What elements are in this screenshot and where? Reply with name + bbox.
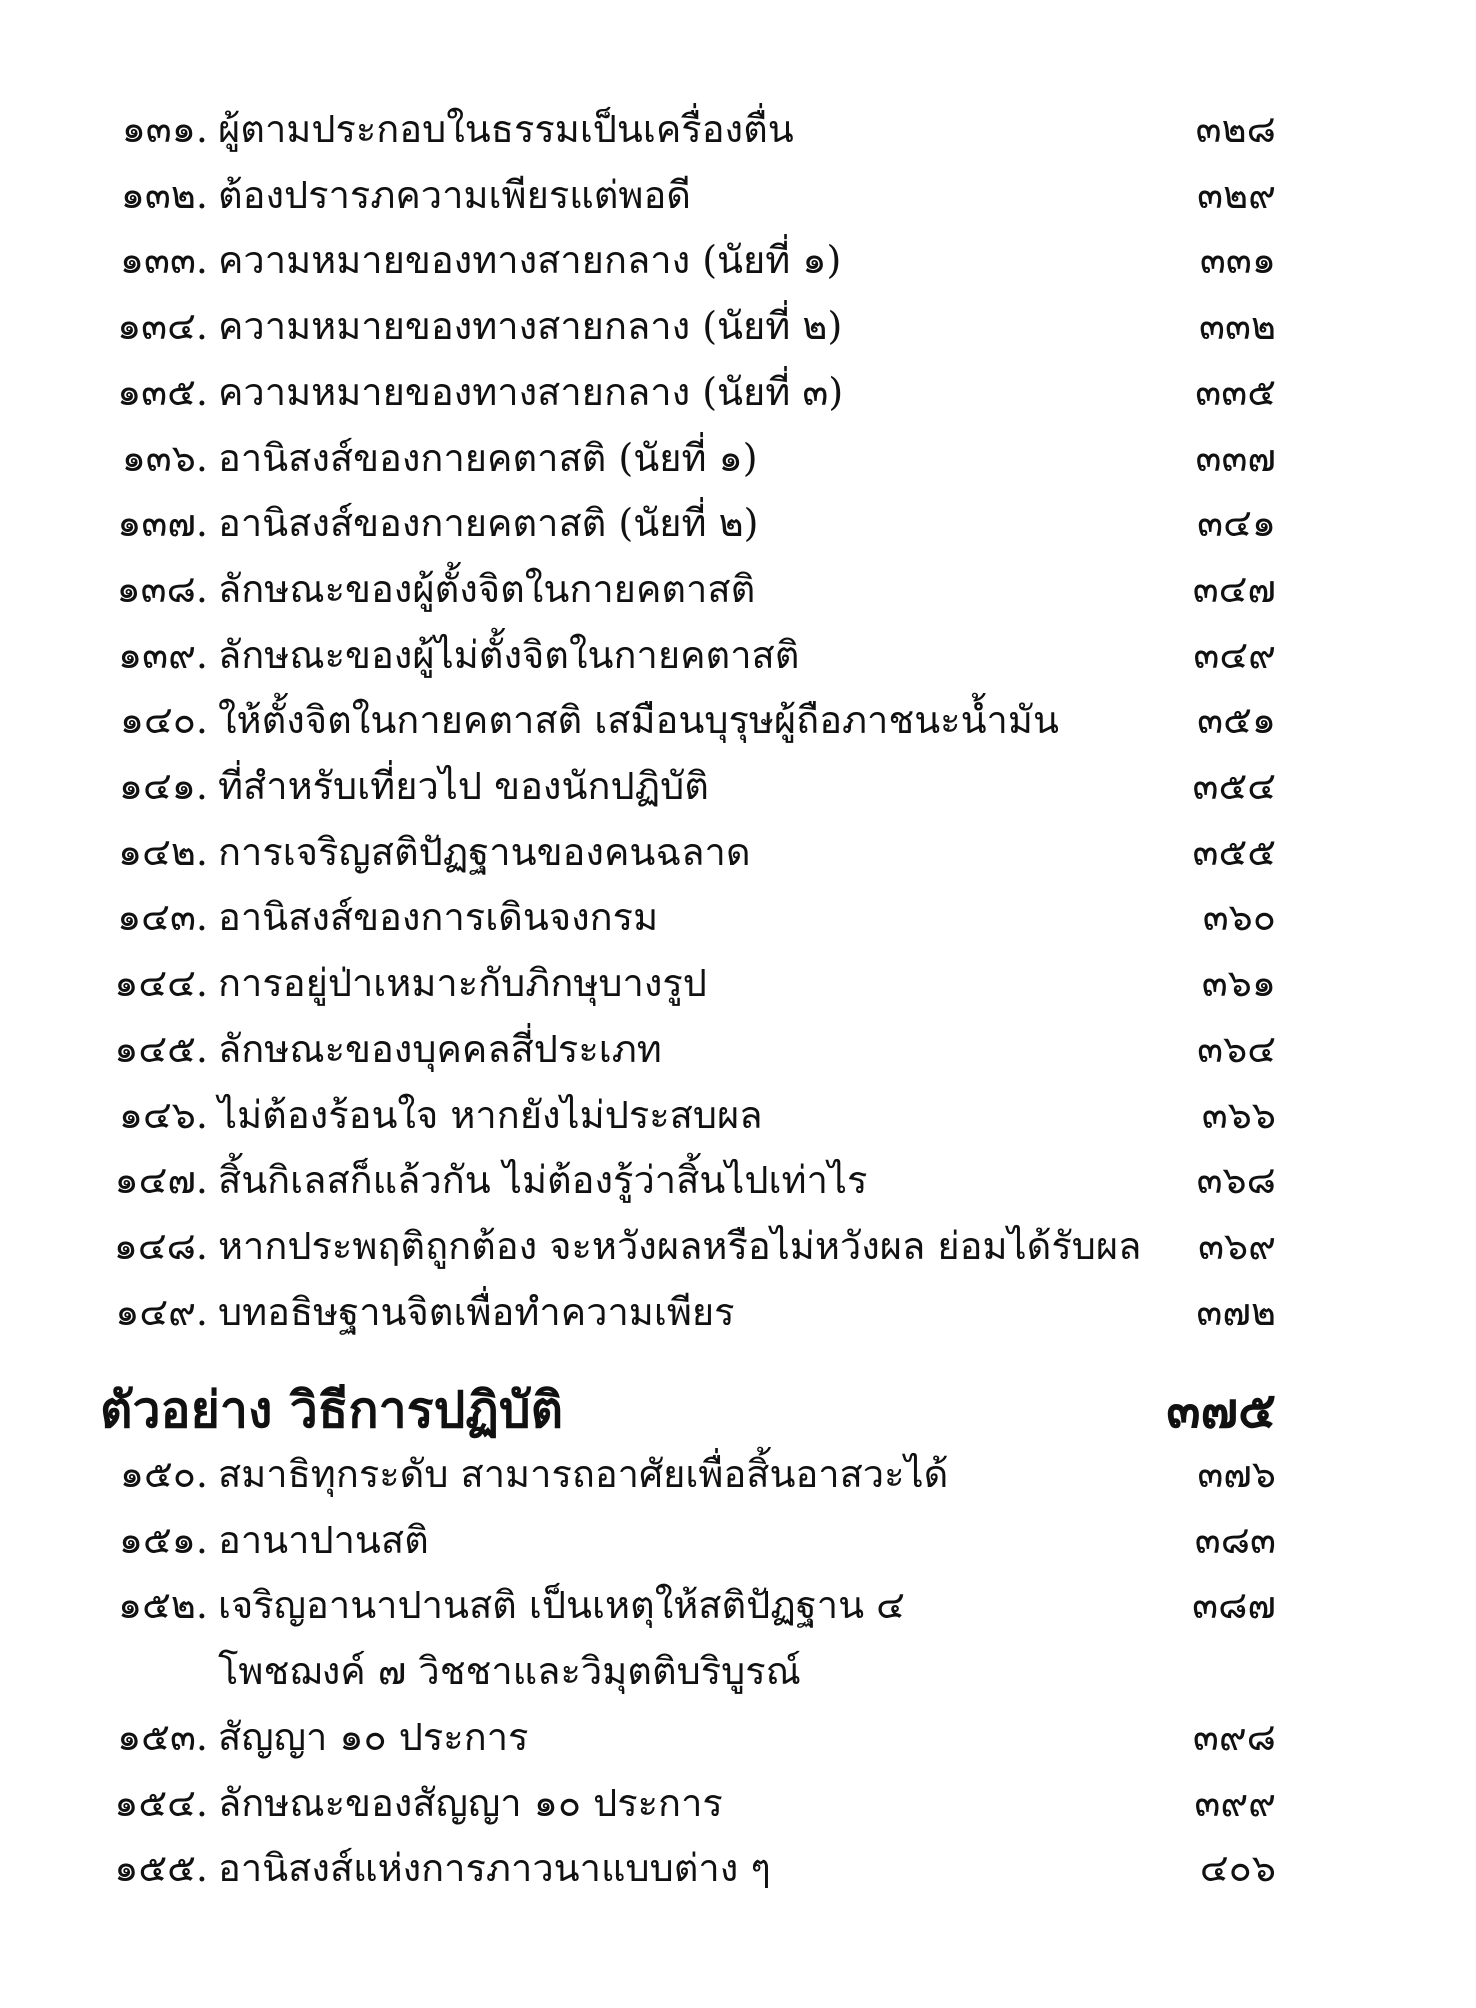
entry-number: ๑๓๘. [116,566,208,611]
entry-number: ๑๕๔. [114,1780,208,1825]
entry-number: ๑๔๕. [114,1026,208,1071]
entry-page-number: ๓๓๗ [1195,435,1276,480]
toc-entry [0,425,1476,491]
entry-title: ที่สำหรับเที่ยวไป ของนักปฏิบัติ [218,764,709,808]
entry-title: การอยู่ป่าเหมาะกับภิกษุบางรูป [218,961,707,1006]
entry-title: ไม่ต้องร้อนใจ หากยังไม่ประสบผล [218,1092,763,1137]
entry-title: สมาธิทุกระดับ สามารถอาศัยเพื่อสิ้นอาสวะได้ [218,1452,949,1496]
toc-entry [0,162,1476,228]
toc-entry [0,359,1476,425]
entry-title: เจริญอานาปานสติ เป็นเหตุให้สติปัฏฐาน ๔ [218,1583,905,1628]
toc-entry [0,96,1476,162]
toc-entry [0,1213,1476,1279]
entry-page-number: ๓๙๘ [1192,1714,1276,1759]
entry-page-number: ๓๖๔ [1197,1026,1276,1071]
entry-title: ลักษณะของผู้ไม่ตั้งจิตในกายคตาสติ [218,632,800,677]
entry-page-number: ๓๔๙ [1193,632,1276,677]
entry-title: สิ้นกิเลสก็แล้วกัน ไม่ต้องรู้ว่าสิ้นไปเท่าไร [218,1158,868,1203]
entry-title: อานาปานสติ [218,1517,429,1562]
entry-page-number: ๓๕๕ [1192,829,1276,874]
entry-title: อานิสงส์ของกายคตาสติ (นัยที่ ๒) [218,501,759,546]
entry-page-number: ๓๕๔ [1192,764,1276,808]
toc-entry [0,227,1476,293]
toc-entry [0,1279,1476,1345]
entry-page-number: ๔๐๖ [1199,1846,1276,1891]
entry-number: ๑๕๓. [117,1714,208,1759]
entry-title: ผู้ตามประกอบในธรรมเป็นเครื่องตื่น [218,107,794,151]
entry-title: การเจริญสติปัฏฐานของคนฉลาด [218,829,751,874]
entry-title: อานิสงส์ของการเดินจงกรม [218,895,659,940]
entry-page-number: ๓๖๑ [1201,961,1276,1006]
toc-entry [0,556,1476,622]
entry-title-continuation: โพชฌงค์ ๗ วิชชาและวิมุตติบริบูรณ์ [218,1649,801,1694]
entry-title: อานิสงส์แห่งการภาวนาแบบต่าง ๆ [218,1846,771,1891]
section-page-number: ๓๗๕ [1166,1380,1276,1439]
entry-page-number: ๓๒๙ [1197,172,1276,217]
section-heading [0,1370,1476,1439]
toc-entry [0,1147,1476,1213]
entry-number: ๑๔๖. [118,1092,208,1137]
entry-number: ๑๓๓. [119,238,208,283]
entry-number: ๑๔๑. [118,764,208,808]
entry-page-number: ๓๓๑ [1199,238,1276,283]
entry-page-number: ๓๗๖ [1197,1452,1276,1496]
entry-number: ๑๔๒. [117,829,208,874]
toc-entry [0,490,1476,556]
entry-page-number: ๓๒๘ [1195,107,1276,151]
entry-title: ให้ตั้งจิตในกายคตาสติ เสมือนบุรุษผู้ถือภาชนะน้ำมัน [218,698,1059,743]
toc-entry [0,884,1476,950]
toc-entry [0,687,1476,753]
entry-title: หากประพฤติถูกต้อง จะหวังผลหรือไม่หวังผล ย่อมได้รับผล [218,1223,1142,1268]
entry-number: ๑๓๑. [121,107,208,151]
toc-entry [0,1704,1476,1770]
entry-title: ความหมายของทางสายกลาง (นัยที่ ๑) [218,238,842,283]
entry-number: ๑๕๐. [119,1452,208,1496]
toc-entry [0,1572,1476,1638]
entry-page-number: ๓๖๙ [1198,1223,1276,1268]
entry-title: ลักษณะของสัญญา ๑๐ ประการ [218,1780,723,1825]
entry-number: ๑๔๐. [119,698,208,743]
entry-number: ๑๓๕. [117,369,208,414]
entry-title: ต้องปรารภความเพียรแต่พอดี [218,172,691,217]
entry-title: อานิสงส์ของกายคตาสติ (นัยที่ ๑) [218,435,758,480]
entry-number: ๑๕๕. [114,1846,208,1891]
entry-page-number: ๓๓๕ [1195,369,1276,414]
toc-entry [0,950,1476,1016]
entry-page-number: ๓๔๗ [1192,566,1276,611]
entry-page-number: ๓๕๑ [1197,698,1276,743]
entry-number: ๑๕๑. [118,1517,208,1562]
entry-title: สัญญา ๑๐ ประการ [218,1714,529,1759]
entry-page-number: ๓๘๗ [1192,1583,1276,1628]
entry-page-number: ๓๖๖ [1201,1092,1276,1137]
entry-number: ๑๔๓. [117,895,208,940]
entry-title: ลักษณะของบุคคลสี่ประเภท [218,1026,662,1071]
entry-number: ๑๓๗. [117,501,208,546]
toc-entry [0,1441,1476,1507]
toc-entry [0,753,1476,819]
entry-title: บทอธิษฐานจิตเพื่อทำความเพียร [218,1289,735,1334]
entry-page-number: ๓๖๘ [1196,1158,1276,1203]
entry-number: ๑๔๔. [114,961,208,1006]
toc-entry [0,819,1476,885]
entry-page-number: ๓๗๒ [1196,1289,1276,1334]
toc-entry [0,1835,1476,1901]
toc-entry [0,1016,1476,1082]
entry-number: ๑๔๗. [114,1158,208,1203]
toc-entry [0,622,1476,688]
entry-title: ความหมายของทางสายกลาง (นัยที่ ๒) [218,304,843,349]
entry-number: ๑๓๒. [120,172,208,217]
entry-page-number: ๓๖๐ [1202,895,1276,940]
toc-entry [0,293,1476,359]
toc-entry [0,1082,1476,1148]
entry-number: ๑๔๙. [115,1289,208,1334]
entry-number: ๑๕๒. [117,1583,208,1628]
entry-number: ๑๔๘. [113,1223,208,1268]
entry-number: ๑๓๔. [117,304,208,349]
entry-title: ลักษณะของผู้ตั้งจิตในกายคตาสติ [218,566,756,611]
entry-page-number: ๓๘๓ [1194,1517,1276,1562]
toc-entry [0,1770,1476,1836]
entry-page-number: ๓๙๙ [1194,1780,1276,1825]
entry-title: ความหมายของทางสายกลาง (นัยที่ ๓) [218,369,844,414]
entry-number: ๑๓๖. [121,435,208,480]
entry-page-number: ๓๓๒ [1198,304,1276,349]
toc-entry [0,1507,1476,1573]
entry-number: ๑๓๙. [117,632,208,677]
entry-page-number: ๓๔๑ [1197,501,1276,546]
section-title: ตัวอย่าง วิธีการปฏิบัติ [100,1380,564,1439]
